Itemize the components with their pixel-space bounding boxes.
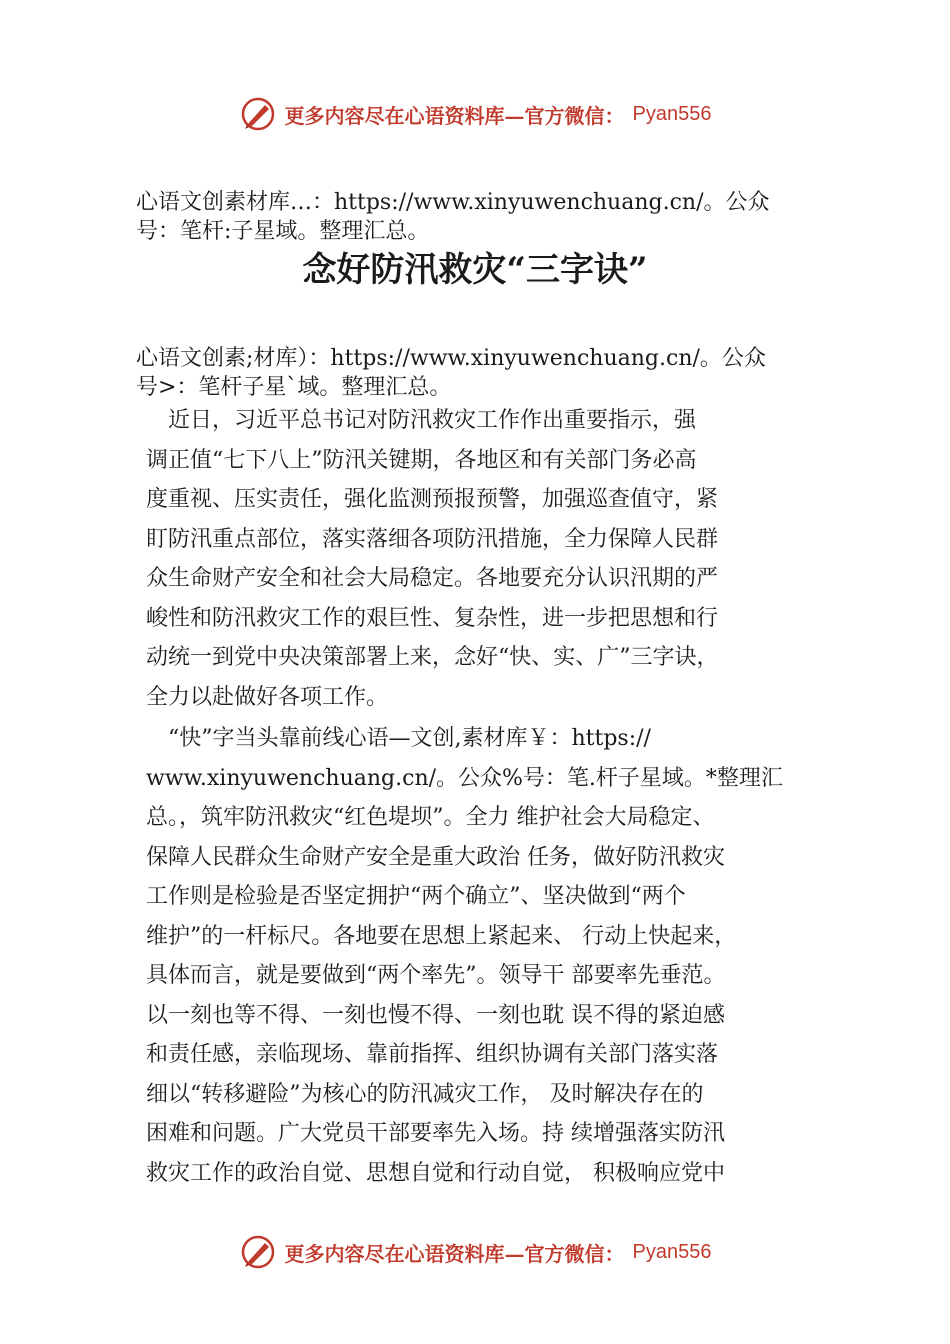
pen-logo-icon	[239, 1233, 277, 1271]
paragraph-2-line: 总。，筑牢防汛救灾“红色堤坝”。全力 维护社会大局稳定、	[146, 805, 715, 830]
document-title: 念好防汛救灾“三字诀”	[302, 250, 648, 290]
source-note-2-line-1: 心语文创素;材库）：https://www.xinyuwenchuang.cn/。公众	[136, 346, 766, 371]
paragraph-1-line: 动统一到党中央决策部署上来，念好“快、实、广”三字诀，	[146, 645, 719, 670]
banner-wechat-id: Pyan556	[632, 1240, 712, 1263]
paragraph-2-line: 维护”的一杆标尺。各地要在思想上紧起来、 行动上快起来，	[146, 923, 737, 949]
paragraph-1	[146, 401, 846, 717]
paragraph-2-line: “快”字当头靠前线心语—文创,素材库￥：https://	[146, 726, 651, 751]
paragraph-2-line: 细以“转移避险”为核心的防汛减灾工作， 及时解决存在的	[146, 1081, 704, 1107]
paragraph-1-line: 度重视、压实责任，强化监测预报预警，加强巡查值守，紧	[146, 487, 719, 512]
footer-banner	[0, 1230, 950, 1274]
paragraph-1-line: 众生命财产安全和社会大局稳定。各地要充分认识汛期的严	[146, 566, 719, 591]
paragraph-2-line: www.xinyuwenchuang.cn/。公众%号：笔.杆子星域。*整理汇	[146, 765, 783, 791]
paragraph-2-line: 困难和问题。广大党员干部要率先入场。持 续增强落实防汛	[146, 1121, 725, 1146]
pen-logo-icon	[239, 95, 277, 133]
paragraph-1-line: 近日，习近平总书记对防汛救灾工作作出重要指示，强	[146, 408, 697, 433]
source-note-1	[136, 188, 836, 246]
paragraph-2-line: 具体而言，就是要做到“两个率先”。领导干 部要率先垂范。	[146, 963, 726, 988]
paragraph-1-line: 峻性和防汛救灾工作的艰巨性、复杂性，进一步把思想和行	[146, 605, 719, 631]
banner-text: 更多内容尽在心语资料库—官方微信：	[284, 1241, 625, 1266]
banner-wechat-id: Pyan556	[632, 102, 712, 125]
paragraph-2-line: 保障人民群众生命财产安全是重大政治 任务，做好防汛救灾	[146, 844, 725, 870]
paragraph-1-line: 盯防汛重点部位，落实落细各项防汛措施，全力保障人民群	[146, 526, 719, 552]
source-note-1-line-1: 心语文创素材库…：https://www.xinyuwenchuang.cn/。公众	[136, 190, 770, 215]
header-banner	[0, 92, 950, 136]
paragraph-2-line: 救灾工作的政治自觉、思想自觉和行动自觉， 积极响应党中	[146, 1160, 725, 1186]
paragraph-2-line: 以一刻也等不得、一刻也慢不得、一刻也耽 误不得的紧迫感	[146, 1002, 725, 1028]
paragraph-1-line: 全力以赴做好各项工作。	[146, 684, 389, 710]
source-note-2	[136, 344, 836, 402]
source-note-2-line-2: 号>：笔杆子星`域。整理汇总。	[136, 375, 452, 400]
paragraph-2	[146, 719, 846, 1193]
banner-text: 更多内容尽在心语资料库—官方微信：	[284, 103, 625, 128]
paragraph-2-line: 和责任感，亲临现场、靠前指挥、组织协调有关部门落实落	[146, 1042, 719, 1067]
paragraph-1-line: 调正值“七下八上”防汛关键期，各地区和有关部门务必高	[146, 447, 697, 473]
paragraph-2-line: 工作则是检验是否坚定拥护“两个确立”、坚决做到“两个	[146, 884, 686, 909]
source-note-1-line-2: 号：笔杆:子星域。整理汇总。	[136, 219, 430, 244]
